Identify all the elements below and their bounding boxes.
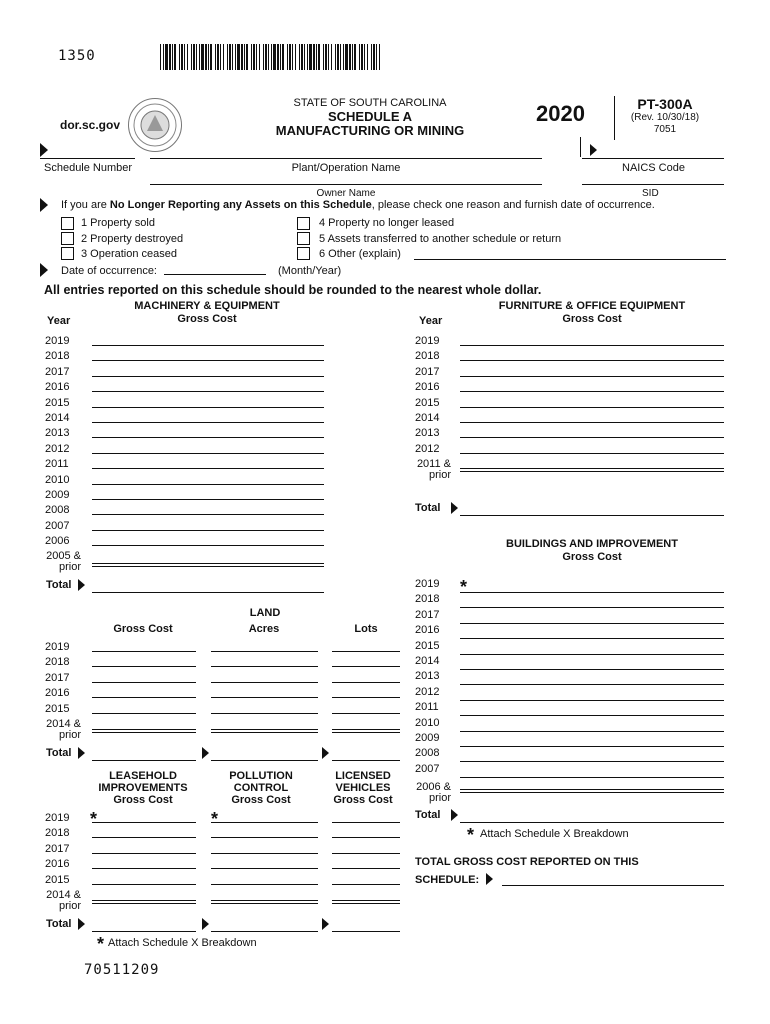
sid-label: SID (642, 188, 659, 199)
land-title: LAND (249, 607, 281, 619)
machinery-cost-field[interactable] (92, 422, 324, 423)
land-year-label: 2019 (45, 641, 70, 653)
land-gross-cost-field[interactable] (92, 651, 196, 652)
machinery-year-label: 2007 (45, 519, 70, 532)
pollution-header: POLLUTION CONTROL Gross Cost (229, 770, 293, 806)
furniture-year-label: 2016 (415, 381, 440, 394)
asterisk-icon: * (467, 825, 475, 845)
asterisk-icon: * (211, 809, 219, 829)
machinery-year-label: 2009 (45, 489, 70, 501)
pollution-cost-field[interactable] (211, 884, 318, 885)
rounding-notice: All entries reported on this schedule should be rounded to the nearest whole dollar. (44, 283, 542, 297)
arrow-icon (451, 502, 458, 514)
machinery-prior-label: 2005 & prior (46, 550, 81, 573)
buildings-prior-label: 2006 & prior (416, 781, 451, 804)
furniture-title: FURNITURE & OFFICE EQUIPMENT (498, 300, 686, 312)
arrow-icon (40, 263, 48, 277)
reason-checkbox-1[interactable] (61, 217, 74, 230)
machinery-cost-field[interactable] (92, 545, 324, 546)
land-prior-gross-field[interactable] (92, 729, 196, 733)
arrow-icon (78, 579, 85, 591)
website: dor.sc.gov (60, 118, 121, 132)
arrow-icon (78, 747, 85, 759)
land-lots-field[interactable] (332, 666, 400, 667)
reason-checkbox-6[interactable] (297, 247, 310, 260)
land-lots-field[interactable] (332, 697, 400, 698)
furniture-year-label: 2014 (415, 412, 440, 424)
leasehold-year-label: 2016 (45, 858, 70, 871)
arrow-icon (202, 918, 209, 930)
land-total-label: Total (46, 747, 72, 759)
leasehold-cost-field[interactable] (92, 884, 196, 885)
machinery-total-label: Total (46, 579, 72, 591)
asterisk-icon: * (90, 809, 98, 829)
buildings-cost-field[interactable] (460, 777, 724, 778)
arrow-icon (322, 747, 329, 759)
land-acres-field[interactable] (211, 713, 318, 714)
buildings-year-label: 2011 (415, 701, 439, 714)
schedule-number-field[interactable] (40, 158, 135, 159)
land-acres-field[interactable] (211, 666, 318, 667)
land-gross-cost-field[interactable] (92, 682, 196, 683)
arrow-icon (78, 918, 85, 930)
buildings-cost-field[interactable] (460, 731, 724, 732)
form-top-code: 1350 (58, 48, 96, 64)
reason-label-6: 6 Other (explain) (319, 248, 401, 260)
furniture-cost-field[interactable] (460, 391, 724, 392)
reason-label-5: 5 Assets transferred to another schedule or return (319, 233, 562, 245)
machinery-cost-field[interactable] (92, 484, 324, 485)
total-gross-label-1: TOTAL GROSS COST REPORTED ON THIS (415, 856, 639, 868)
land-lots-field[interactable] (332, 651, 400, 652)
barcode (160, 44, 382, 70)
machinery-year-label: 2015 (45, 396, 70, 409)
state-seal-icon (128, 98, 182, 152)
buildings-cost-field[interactable] (460, 623, 724, 624)
furniture-total-field[interactable] (460, 515, 724, 516)
furniture-cost-field[interactable] (460, 422, 724, 423)
total-gross-field[interactable] (502, 885, 724, 886)
arrow-icon (40, 143, 48, 157)
land-acres-field[interactable] (211, 697, 318, 698)
leasehold-attach-note: Attach Schedule X Breakdown (108, 937, 257, 949)
machinery-year-label: 2016 (45, 381, 70, 394)
leasehold-year-label: 2017 (45, 842, 70, 855)
buildings-year-label: 2007 (415, 762, 440, 775)
furniture-cost-field[interactable] (460, 360, 724, 361)
buildings-year-label: 2014 (415, 655, 440, 667)
land-year-label: 2018 (45, 656, 70, 669)
buildings-year-label: 2013 (415, 670, 440, 683)
land-prior-acres-field[interactable] (211, 729, 318, 733)
vehicles-cost-field[interactable] (332, 884, 400, 885)
machinery-cost-field[interactable] (92, 407, 324, 408)
vehicles-cost-field[interactable] (332, 822, 400, 823)
reason-label-1: 1 Property sold (81, 217, 155, 229)
buildings-cost-field[interactable] (460, 592, 724, 593)
land-prior-label: 2014 & prior (46, 718, 81, 741)
buildings-cost-field[interactable] (460, 669, 724, 670)
buildings-prior-field[interactable] (460, 789, 724, 793)
leasehold-header: LEASEHOLD IMPROVEMENTS Gross Cost (98, 770, 188, 806)
pollution-prior-field[interactable] (211, 900, 318, 904)
furniture-cost-field[interactable] (460, 437, 724, 438)
asterisk-icon: * (460, 577, 468, 597)
tax-year: 2020 (536, 101, 585, 126)
leasehold-total-label: Total (46, 918, 72, 930)
naics-field[interactable] (582, 158, 724, 159)
machinery-year-header: Year (47, 315, 71, 327)
form-number: 7051 (653, 124, 677, 135)
buildings-cost-field[interactable] (460, 607, 724, 608)
no-longer-reporting-text: If you are No Longer Reporting any Assets on this Schedule, please check one reason and furnish date of occurrence. (61, 199, 655, 211)
furniture-year-label: 2013 (415, 427, 440, 440)
schedule-title: SCHEDULE A (327, 109, 413, 124)
furniture-year-label: 2019 (415, 335, 440, 347)
machinery-cost-field[interactable] (92, 530, 324, 531)
buildings-year-label: 2008 (415, 747, 440, 760)
reason-checkbox-4[interactable] (297, 217, 310, 230)
furniture-year-label: 2017 (415, 365, 440, 378)
land-gross-cost-field[interactable] (92, 713, 196, 714)
land-lots-field[interactable] (332, 713, 400, 714)
arrow-icon (202, 747, 209, 759)
buildings-cost-field[interactable] (460, 700, 724, 701)
furniture-prior-label: 2011 & prior (416, 458, 451, 481)
machinery-year-label: 2018 (45, 350, 70, 363)
land-total-lots-field[interactable] (332, 760, 400, 761)
machinery-year-label: 2008 (45, 504, 70, 517)
buildings-year-label: 2009 (415, 732, 440, 744)
machinery-cost-field[interactable] (92, 360, 324, 361)
date-occurrence-field[interactable] (164, 274, 266, 275)
land-year-label: 2016 (45, 687, 70, 700)
furniture-total-label: Total (415, 502, 441, 514)
land-prior-lots-field[interactable] (332, 729, 400, 733)
owner-name-label: Owner Name (316, 188, 376, 199)
leasehold-year-label: 2018 (45, 827, 70, 840)
plant-name-field[interactable] (150, 158, 542, 159)
vehicles-cost-field[interactable] (332, 868, 400, 869)
reason-checkbox-3[interactable] (61, 247, 74, 260)
buildings-total-field[interactable] (460, 822, 724, 823)
land-col-gross-cost: Gross Cost (113, 623, 173, 635)
land-year-label: 2015 (45, 702, 70, 715)
arrow-icon (322, 918, 329, 930)
naics-label: NAICS Code (622, 162, 685, 174)
buildings-year-label: 2015 (415, 639, 440, 652)
land-acres-field[interactable] (211, 682, 318, 683)
land-gross-cost-field[interactable] (92, 697, 196, 698)
machinery-cost-field[interactable] (92, 391, 324, 392)
land-year-label: 2017 (45, 671, 70, 684)
arrow-icon (486, 873, 493, 885)
machinery-subtitle: Gross Cost (177, 313, 237, 325)
schedule-subtitle: MANUFACTURING OR MINING (275, 123, 465, 138)
machinery-year-label: 2013 (45, 427, 70, 440)
plant-name-label: Plant/Operation Name (291, 162, 401, 174)
buildings-total-label: Total (415, 809, 441, 821)
buildings-year-label: 2018 (415, 593, 440, 606)
arrow-icon (451, 809, 458, 821)
machinery-title: MACHINERY & EQUIPMENT (134, 300, 280, 312)
reason-label-2: 2 Property destroyed (81, 233, 184, 245)
leasehold-cost-field[interactable] (92, 853, 196, 854)
leasehold-year-label: 2015 (45, 873, 70, 886)
reason-label-4: 4 Property no longer leased (319, 217, 455, 229)
furniture-year-label: 2018 (415, 350, 440, 363)
machinery-cost-field[interactable] (92, 376, 324, 377)
reason-label-3: 3 Operation ceased (81, 248, 178, 260)
leasehold-prior-label: 2014 & prior (46, 889, 81, 912)
schedule-number-label: Schedule Number (44, 162, 133, 174)
pollution-cost-field[interactable] (211, 868, 318, 869)
furniture-cost-field[interactable] (460, 345, 724, 346)
land-total-gross-field[interactable] (92, 760, 196, 761)
vehicles-cost-field[interactable] (332, 853, 400, 854)
state-name: STATE OF SOUTH CAROLINA (293, 97, 447, 109)
buildings-year-label: 2016 (415, 624, 440, 637)
owner-name-field[interactable] (150, 184, 542, 185)
buildings-cost-field[interactable] (460, 746, 724, 747)
buildings-cost-field[interactable] (460, 715, 724, 716)
land-total-acres-field[interactable] (211, 760, 318, 761)
machinery-year-label: 2014 (45, 412, 70, 424)
furniture-cost-field[interactable] (460, 376, 724, 377)
furniture-year-label: 2015 (415, 396, 440, 409)
buildings-cost-field[interactable] (460, 684, 724, 685)
machinery-year-label: 2019 (45, 335, 70, 347)
machinery-cost-field[interactable] (92, 345, 324, 346)
furniture-cost-field[interactable] (460, 407, 724, 408)
reason-checkbox-2[interactable] (61, 232, 74, 245)
vehicles-total-field[interactable] (332, 931, 400, 932)
leasehold-total-field[interactable] (92, 931, 196, 932)
land-col-acres: Acres (248, 623, 280, 635)
pollution-cost-field[interactable] (211, 837, 318, 838)
machinery-cost-field[interactable] (92, 468, 324, 469)
pollution-total-field[interactable] (211, 931, 318, 932)
buildings-year-label: 2010 (415, 716, 440, 729)
vehicles-header: LICENSED VEHICLES Gross Cost (333, 770, 393, 806)
machinery-total-field[interactable] (92, 592, 324, 593)
form-id: PT-300A (637, 96, 693, 112)
furniture-cost-field[interactable] (460, 453, 724, 454)
form-revision: (Rev. 10/30/18) (630, 112, 700, 123)
leasehold-cost-field[interactable] (92, 822, 196, 823)
machinery-cost-field[interactable] (92, 499, 324, 500)
other-explain-field[interactable] (414, 259, 726, 260)
land-col-lots: Lots (354, 623, 378, 635)
furniture-year-header: Year (419, 315, 443, 327)
date-occurrence-label: Date of occurrence: (61, 265, 157, 277)
machinery-cost-field[interactable] (92, 453, 324, 454)
buildings-cost-field[interactable] (460, 638, 724, 639)
land-gross-cost-field[interactable] (92, 666, 196, 667)
buildings-title: BUILDINGS AND IMPROVEMENT (506, 538, 678, 550)
buildings-year-label: 2017 (415, 608, 440, 621)
machinery-year-label: 2017 (45, 365, 70, 378)
buildings-cost-field[interactable] (460, 654, 724, 655)
furniture-prior-field[interactable] (460, 468, 724, 472)
land-lots-field[interactable] (332, 682, 400, 683)
buildings-attach-note: Attach Schedule X Breakdown (480, 828, 629, 840)
pollution-cost-field[interactable] (211, 822, 318, 823)
machinery-cost-field[interactable] (92, 514, 324, 515)
leasehold-cost-field[interactable] (92, 868, 196, 869)
leasehold-year-label: 2019 (45, 812, 70, 824)
furniture-subtitle: Gross Cost (562, 313, 622, 325)
sid-field[interactable] (582, 184, 724, 185)
furniture-year-label: 2012 (415, 442, 440, 455)
machinery-prior-field[interactable] (92, 563, 324, 567)
machinery-year-label: 2012 (45, 442, 70, 455)
buildings-cost-field[interactable] (460, 761, 724, 762)
leasehold-prior-field[interactable] (92, 900, 196, 904)
form-bottom-code: 70511209 (84, 962, 160, 978)
date-format-label: (Month/Year) (278, 265, 342, 277)
machinery-year-label: 2006 (45, 535, 70, 548)
vehicles-prior-field[interactable] (332, 900, 400, 904)
pollution-cost-field[interactable] (211, 853, 318, 854)
machinery-cost-field[interactable] (92, 437, 324, 438)
naics-divider (580, 137, 581, 157)
vehicles-cost-field[interactable] (332, 837, 400, 838)
arrow-icon (40, 198, 48, 212)
header-divider (614, 96, 615, 140)
land-acres-field[interactable] (211, 651, 318, 652)
machinery-year-label: 2011 (45, 458, 69, 471)
leasehold-cost-field[interactable] (92, 837, 196, 838)
buildings-subtitle: Gross Cost (562, 551, 622, 563)
reason-checkbox-5[interactable] (297, 232, 310, 245)
machinery-year-label: 2010 (45, 473, 70, 486)
buildings-year-label: 2012 (415, 685, 440, 698)
total-gross-label-2: SCHEDULE: (415, 874, 480, 886)
arrow-icon (590, 144, 597, 156)
asterisk-icon: * (97, 934, 105, 954)
buildings-year-label: 2019 (415, 578, 440, 590)
